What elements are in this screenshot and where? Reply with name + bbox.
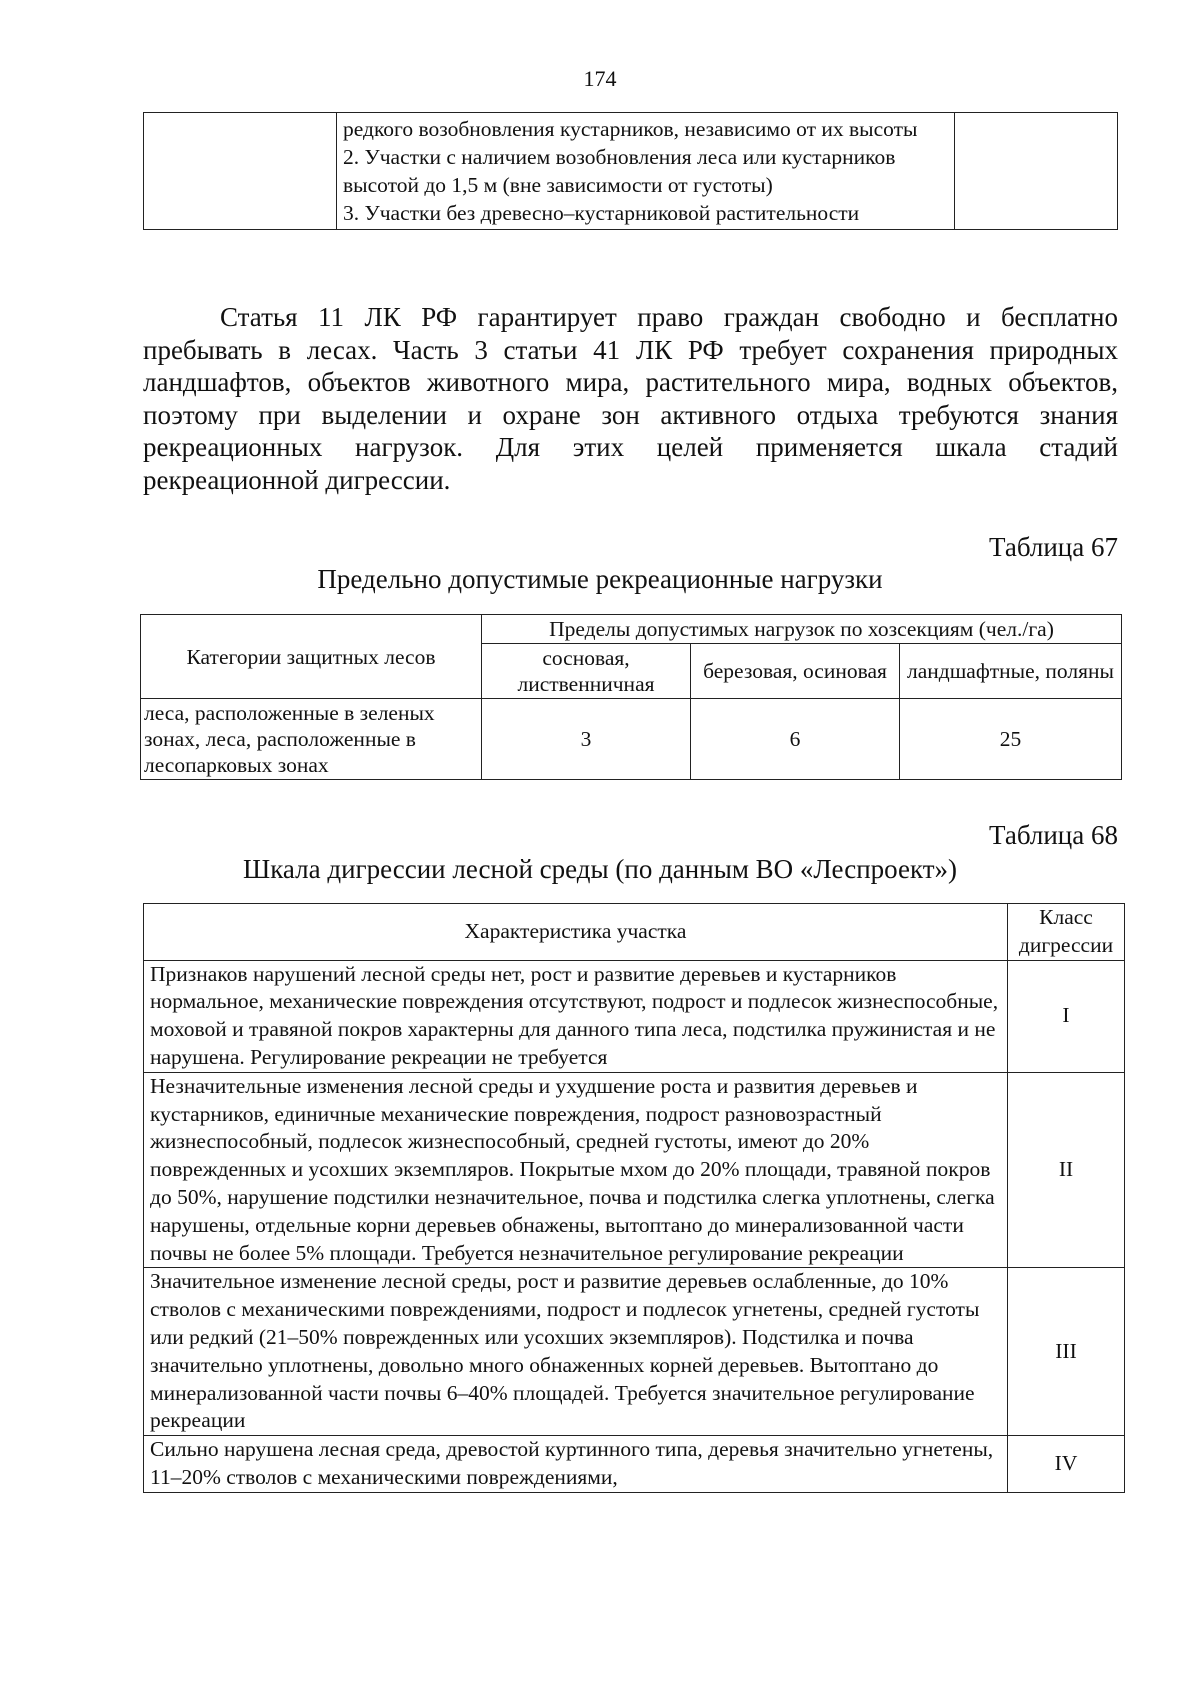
table-67-caption: Предельно допустимые рекреационные нагрузки <box>317 564 883 594</box>
description-cell: Значительное изменение лесной среды, рост и развитие деревьев ослабленные, до 10% стволов с механическими повреждениями, подрост и подлесок угнетены, средней густоты или редкий (21–50% поврежденных или усохших экземпляров). Подстилка и почва значительно уплотнены, довольно много обнаженных корней деревьев. Вытоптано до минерализованной части почвы 6–40% площадей. Требуется значительное регулирование рекреации <box>144 1268 1008 1436</box>
cell-line: 3. Участки без древесно–кустарниковой растительности <box>343 201 860 225</box>
table-cell <box>144 113 337 230</box>
value-cell: 25 <box>900 699 1122 780</box>
table-row <box>144 113 1118 230</box>
class-cell: I <box>1008 960 1125 1072</box>
header-description: Характеристика участка <box>144 904 1008 961</box>
table-cell <box>337 113 955 230</box>
table-row <box>144 1436 1125 1493</box>
subheader: ландшафтные, поляны <box>900 644 1122 699</box>
table-68-number: Таблица 68 <box>989 820 1118 850</box>
category-cell: леса, расположенные в зеленых зонах, леса, расположенные в лесопарковых зонах <box>141 699 482 780</box>
description-cell: Признаков нарушений лесной среды нет, рост и развитие деревьев и кустарников нормальное, механические повреждения отсутствуют, подрост и подлесок жизнеспособные, моховой и травяной покров характерны для данного типа леса, подстилка пружинистая и не нарушена. Регулирование рекреации не требуется <box>144 960 1008 1072</box>
cell-line: 2. Участки с наличием возобновления леса или кустарников высотой до 1,5 м (вне зависимости от густоты) <box>343 145 896 197</box>
table-row <box>144 1072 1125 1268</box>
body-paragraph: Статья 11 ЛК РФ гарантирует право граждан свободно и бесплатно пребывать в лесах. Часть 3 статьи 41 ЛК РФ требует сохранения природных ландшафтов, объектов животного мира, растительного мира, водных объектов, поэтому при выделении и охране зон активного отдыха требуются знания рекреационных нагрузок. Для этих целей применяется шкала стадий рекреационной дигрессии. <box>143 302 1118 495</box>
class-cell: III <box>1008 1268 1125 1436</box>
page-number: 174 <box>583 66 617 91</box>
value-cell: 3 <box>482 699 691 780</box>
table-68-caption: Шкала дигрессии лесной среды (по данным ВО «Леспроект») <box>242 854 958 884</box>
continuation-table <box>143 112 1118 230</box>
header-category: Категории защитных лесов <box>141 615 482 699</box>
table-row <box>141 699 1122 780</box>
description-cell: Незначительные изменения лесной среды и ухудшение роста и развития деревьев и кустарников, единичные механические повреждения, подрост разновозрастный жизнеспособный, подлесок жизнеспособный, средней густоты, имеют до 20% поврежденных и усохших экземпляров. Покрытые мхом до 20% площади, травяной покров до 50%, нарушение подстилки незначительное, почва и подстилка слегка уплотнены, слегка нарушены, отдельные корни деревьев обнажены, вытоптано до минерализованной части почвы не более 5% площади. Требуется незначительное регулирование рекреации <box>144 1072 1008 1268</box>
value-cell: 6 <box>691 699 900 780</box>
header-class: Класс дигрессии <box>1008 904 1125 961</box>
table-67-number: Таблица 67 <box>989 532 1118 562</box>
description-cell: Сильно нарушена лесная среда, древостой куртинного типа, деревья значительно угнетены, 11–20% стволов с механическими повреждениями, <box>144 1436 1008 1493</box>
class-cell: II <box>1008 1072 1125 1268</box>
table-row <box>144 960 1125 1072</box>
table-header-row <box>141 615 1122 644</box>
class-cell: IV <box>1008 1436 1125 1493</box>
table-cell <box>955 113 1118 230</box>
table-header-row <box>144 904 1125 961</box>
table-68 <box>143 903 1125 1493</box>
cell-line: редкого возобновления кустарников, независимо от их высоты <box>343 117 918 141</box>
table-row <box>144 1268 1125 1436</box>
subheader: березовая, осиновая <box>691 644 900 699</box>
subheader: сосновая, лиственничная <box>482 644 691 699</box>
header-group: Пределы допустимых нагрузок по хозсекциям (чел./га) <box>482 615 1122 644</box>
table-67 <box>140 614 1122 780</box>
